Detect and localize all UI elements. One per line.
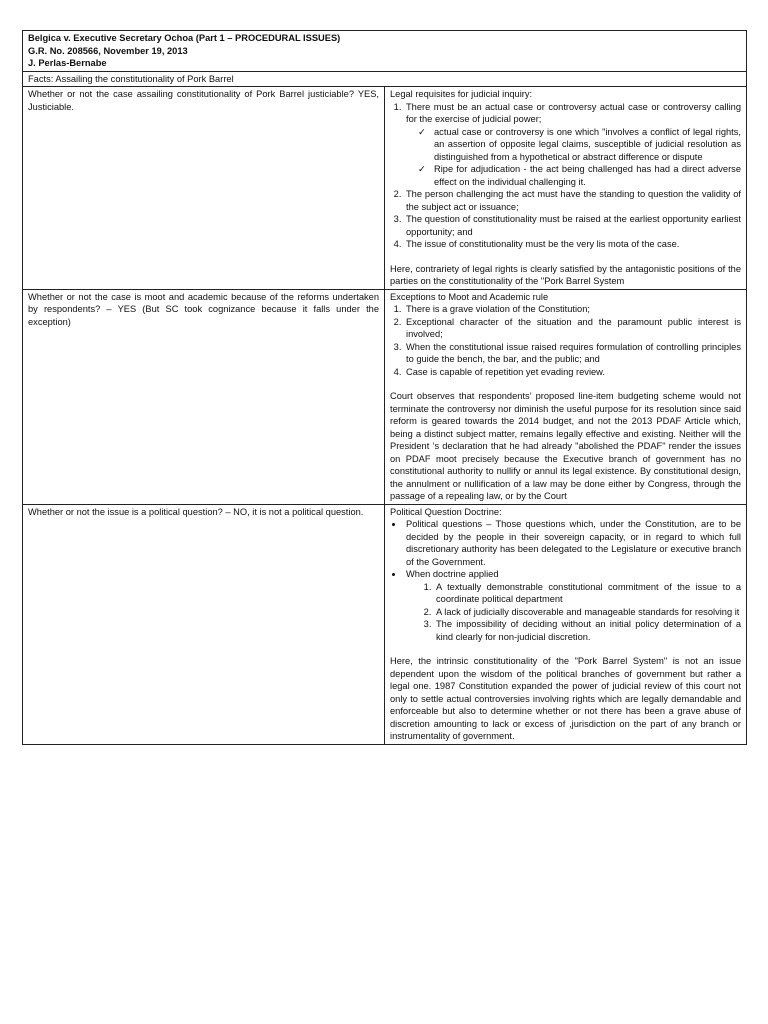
issue-cell: Whether or not the case is moot and academic because of the reforms undertaken by respondents? – YES (But SC took cognizance because it falls under the exception) [23, 289, 385, 504]
issue-row-political-question [23, 504, 747, 744]
issue-cell: Whether or not the case assailing constitutionality of Pork Barrel justiciable? YES, Justiciable. [23, 87, 385, 290]
list-item: 4. The issue of constitutionality must be the very lis mota of the case. [404, 238, 741, 251]
list-item: 3. The question of constitutionality must be raised at the earliest opportunity earliest opportunity; and [404, 213, 741, 238]
issue-row-mootness [23, 289, 747, 504]
list-item: 2. A lack of judicially discoverable and manageable standards for resolving it [434, 606, 741, 619]
issue-row-justiciability [23, 87, 747, 290]
ruling-heading: Legal requisites for judicial inquiry: [390, 89, 533, 99]
list-item: 3. The impossibility of deciding without an initial policy determination of a kind clearly for non-judicial discretion. [434, 618, 741, 643]
ruling-heading: Exceptions to Moot and Academic rule [390, 291, 549, 302]
header-row-facts [23, 71, 747, 87]
ruling-heading: Political Question Doctrine: [390, 506, 502, 517]
ruling-paragraph: Here, contrariety of legal rights is clearly satisfied by the antagonistic positions of the parties on the constitutionality of the "Pork Barrel System [390, 263, 741, 286]
case-title: Belgica v. Executive Secretary Ochoa (Part 1 – PROCEDURAL ISSUES) [28, 33, 341, 43]
list-item: 2. The person challenging the act must have the standing to question the validity of the subject act or issuance; [404, 188, 741, 213]
list-item: 1. There must be an actual case or controversy actual case or controversy calling for the exercise of judicial power; ✓ actual case or controversy is one which "involves a conflict of legal rights, an assertion of opposite legal claims, susceptible of judicial resolution as distinguished from a hypothetical or abstract difference or dispute ✓ Ripe for adjudication - the act being challenged has had a direct adverse effect on the individual challenging it. [404, 101, 741, 189]
case-digest-table [22, 30, 747, 745]
ruling-cell [385, 289, 747, 504]
doctrine-applied-list [406, 581, 741, 644]
check-item: ✓ actual case or controversy is one which "involves a conflict of legal rights, an assertion of opposite legal claims, susceptible of judicial resolution as distinguished from a hypothetical or abstract difference or dispute [432, 126, 741, 164]
exceptions-list [390, 303, 741, 378]
list-item: 2. Exceptional character of the situation and the paramount public interest is involved; [404, 316, 741, 341]
ruling-cell [385, 87, 747, 290]
ruling-paragraph: Here, the intrinsic constitutionality of the "Pork Barrel System" is not an issue dependent upon the wisdom of the political branches of government but rather a legal one. 1987 Constitution expanded the power of judicial review of this court not only to settle actual controversies involving rights which are legally demandable and enforceable but also to determine whether or not there has been a grave abuse of discretion amounting to lack or excess of ,jurisdiction on the part of any branch or instrumentality of government. [390, 656, 741, 741]
header-row-title [23, 31, 747, 72]
list-item: 1. There is a grave violation of the Constitution; [404, 303, 741, 316]
list-item: 4. Case is capable of repetition yet evading review. [404, 366, 741, 379]
gr-number: G.R. No. 208566, November 19, 2013 [28, 45, 188, 56]
check-item: ✓ Ripe for adjudication - the act being challenged has had a direct adverse effect on the individual challenging it. [432, 163, 741, 188]
ponente: J. Perlas-Bernabe [28, 58, 107, 68]
facts-cell: Facts: Assailing the constitutionality of Pork Barrel [23, 71, 747, 87]
checkmark-list [406, 126, 741, 189]
doctrine-list [390, 518, 741, 643]
bullet-item: • Political questions – Those questions which, under the Constitution, are to be decided by the people in their sovereign capacity, or in regard to which full discretionary authority has been delegated to the Legislature or executive branch of the Government. [404, 518, 741, 568]
list-item: 1. A textually demonstrable constitutional commitment of the issue to a coordinate political department [434, 581, 741, 606]
requisites-list [390, 101, 741, 251]
ruling-cell [385, 504, 747, 744]
issue-cell: Whether or not the issue is a political question? – NO, it is not a political question. [23, 504, 385, 744]
ruling-paragraph: Court observes that respondents’ proposed line-item budgeting scheme would not terminate the controversy nor diminish the useful purpose for its resolution since said reform is geared towards the 2014 budget, and not the 2013 PDAF Article which, being a distinct subject matter, remains legally effective and existing. Neither will the President ‘s declaration that he had already "abolished the PDAF" render the issues on PDAF moot precisely because the Executive branch of government has no constitutional authority to nullify or annul its legal existence. By constitutional design, the annulment or nullification of a law may be done either by Congress, through the passage of a repealing law, or by the Court [390, 391, 741, 501]
case-header [23, 31, 747, 72]
case-digest-document [22, 30, 747, 745]
list-item: 3. When the constitutional issue raised requires formulation of controlling principles to guide the bench, the bar, and the public; and [404, 341, 741, 366]
bullet-item: • When doctrine applied 1. A textually demonstrable constitutional commitment of the issue to a coordinate political department 2. A lack of judicially discoverable and manageable standards for resolving it 3. The impossibility of deciding without an initial policy determination of a kind clearly for non-judicial discretion. [404, 568, 741, 643]
